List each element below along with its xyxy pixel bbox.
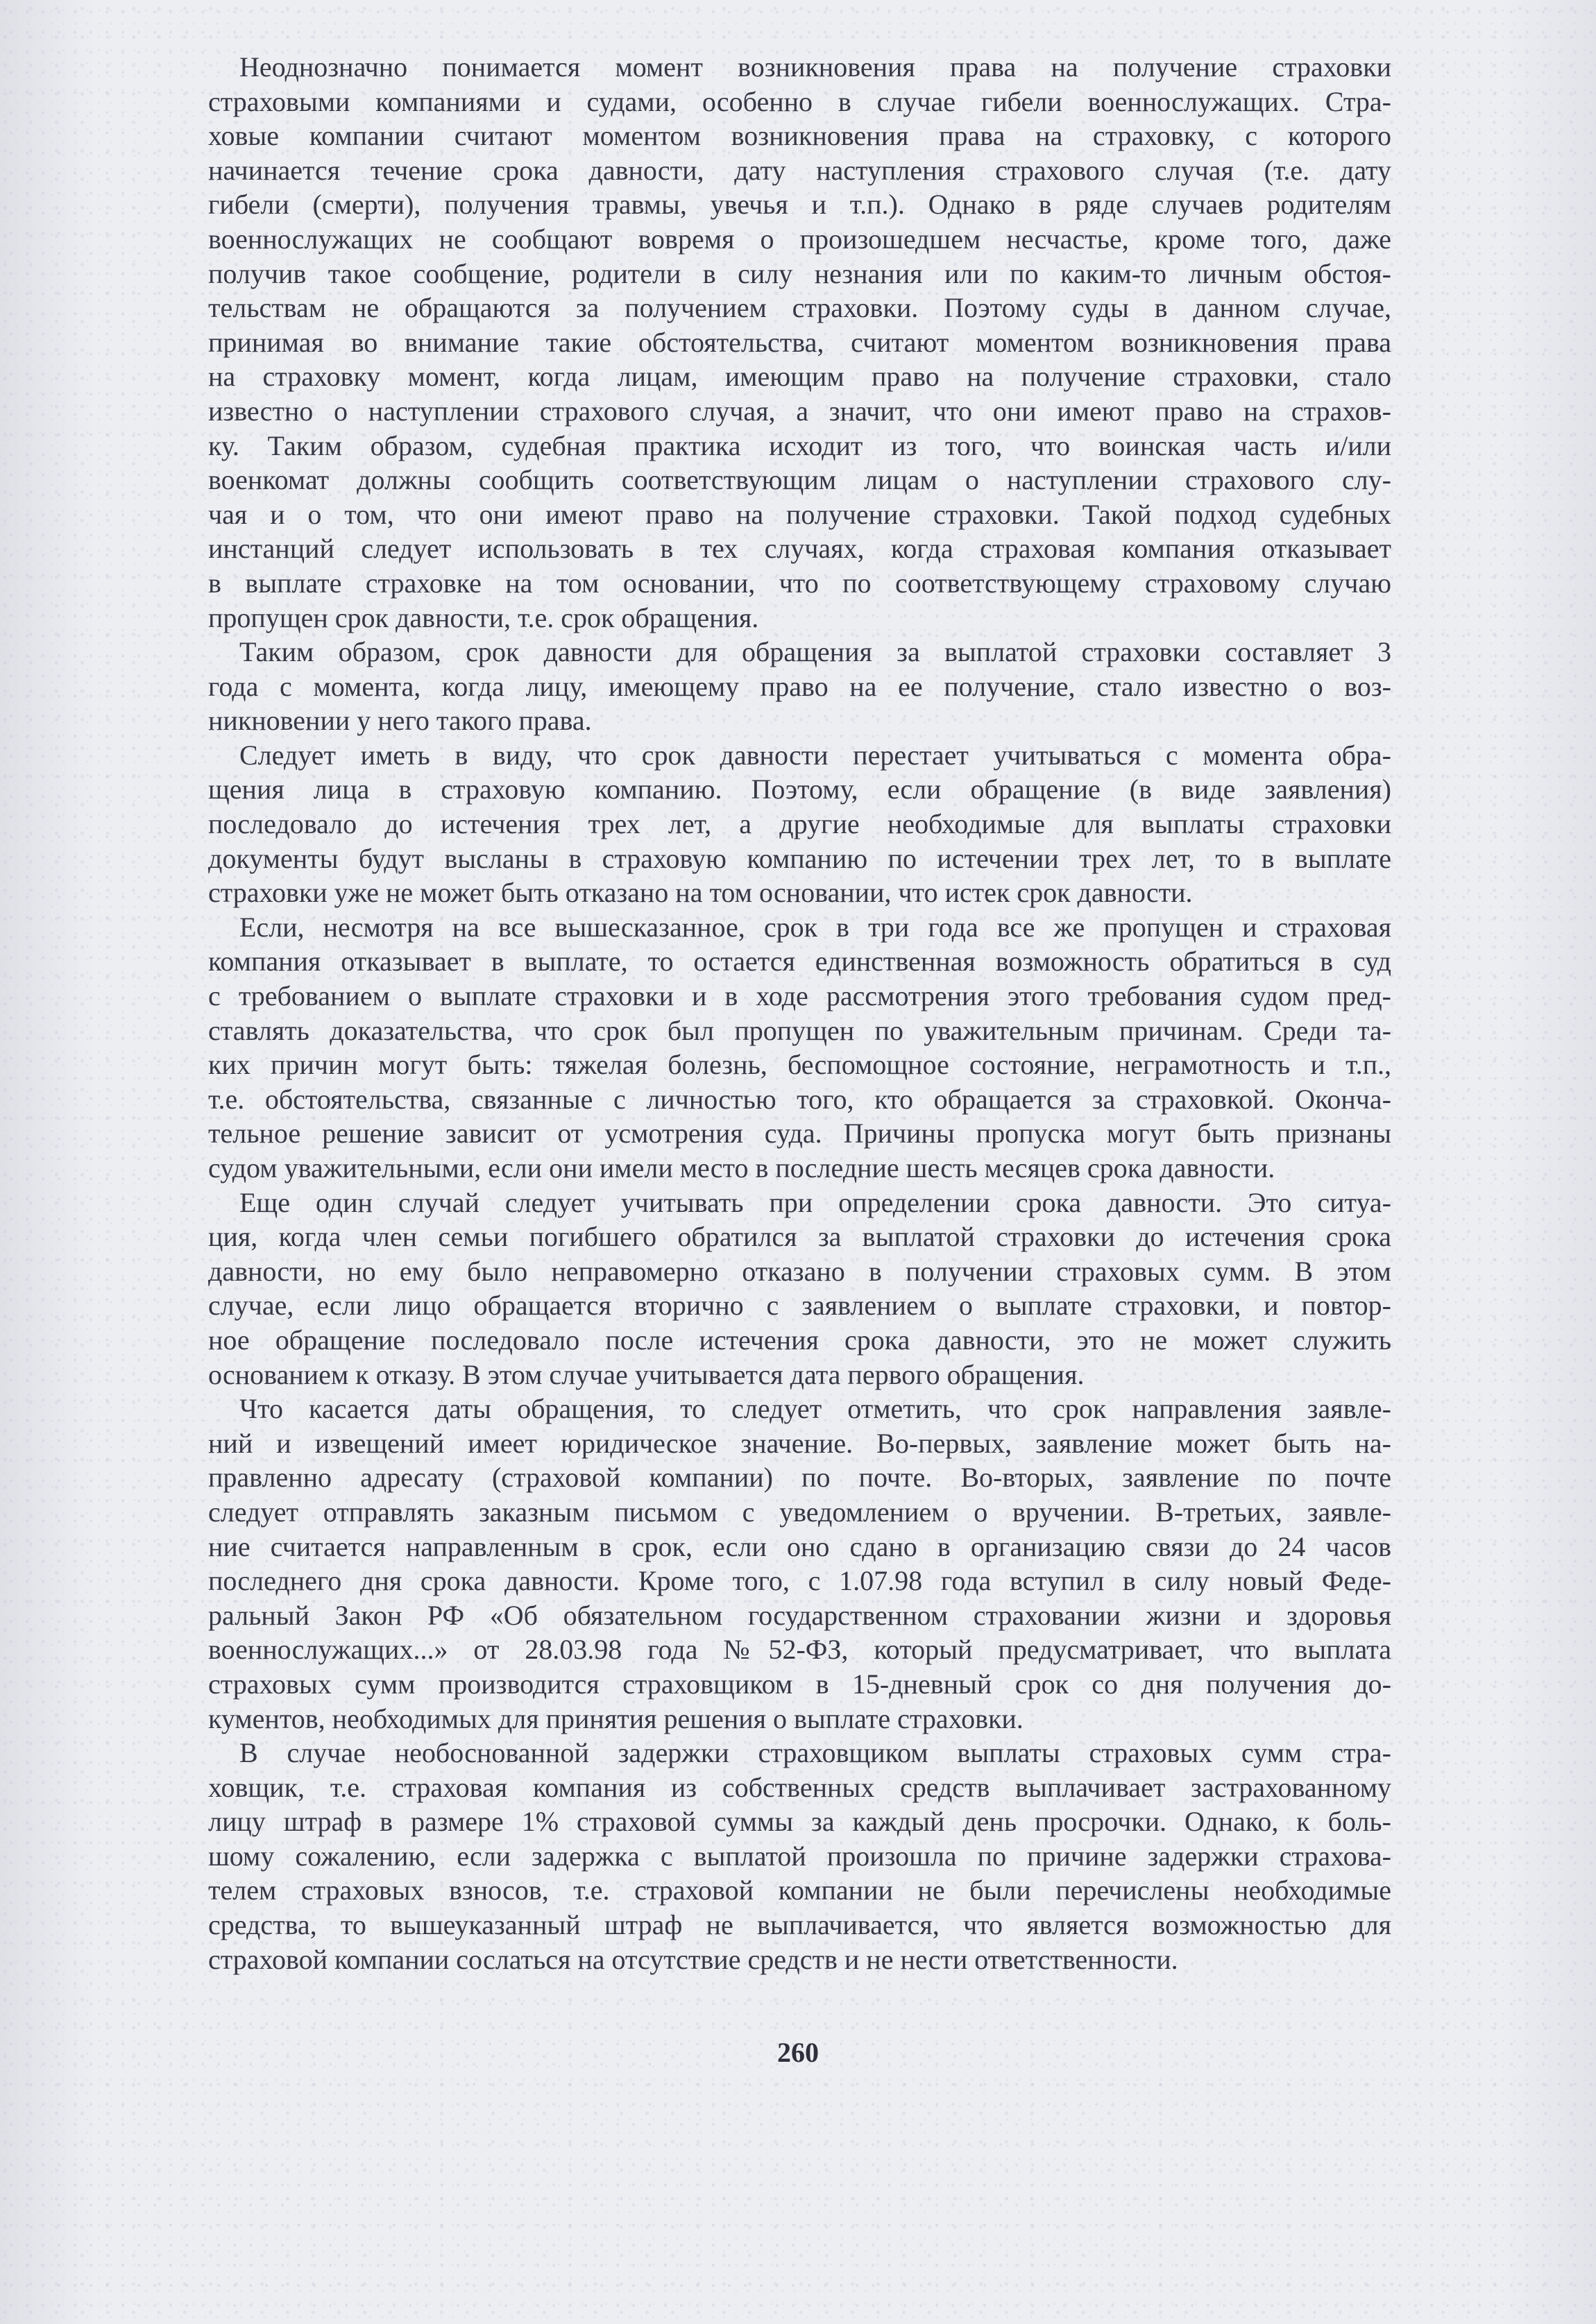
text-line: компания отказывает в выплате, то остается единственная возможность обратиться в суд bbox=[208, 946, 1391, 977]
text-line: страховых сумм производится страховщиком в 15-дневный срок со дня получения до- bbox=[208, 1668, 1391, 1700]
text-line: с требованием о выплате страховки и в ходе рассмотрения этого требования судом пред- bbox=[208, 980, 1391, 1012]
text-line: кументов, необходимых для принятия решения о выплате страховки. bbox=[208, 1702, 1024, 1734]
paragraph bbox=[208, 635, 1391, 738]
text-line: документы будут высланы в страховую компанию по истечении трех лет, то в выплате bbox=[208, 842, 1391, 874]
text-line: давности, но ему было неправомерно отказано в получении страховых сумм. В этом bbox=[208, 1255, 1391, 1287]
text-line: ральный Закон РФ «Об обязательном государственном страховании жизни и здоровья bbox=[208, 1599, 1391, 1631]
text-line: случае, если лицо обращается вторично с заявлением о выплате страховки, и повтор- bbox=[208, 1290, 1391, 1322]
text-line: щения лица в страховую компанию. Поэтому, если обращение (в виде заявления) bbox=[208, 774, 1391, 805]
paragraph bbox=[208, 1186, 1391, 1392]
text-line: тельное решение зависит от усмотрения суда. Причины пропуска могут быть признаны bbox=[208, 1118, 1391, 1150]
text-line: военнослужащих...» от 28.03.98 года №52-ФЗ, который предусматривает, что выплата bbox=[208, 1634, 1391, 1666]
paragraph bbox=[208, 910, 1391, 1186]
text-line: страховки уже не может быть отказано на том основании, что истек срок давности. bbox=[208, 877, 1193, 909]
text-line: правленно адресату (страховой компании) по почте. Во-вторых, заявление по почте bbox=[208, 1462, 1391, 1494]
text-line: ку. Таким образом, судебная практика исходит из того, что воинская часть и/или bbox=[208, 429, 1391, 461]
text-line: ние считается направленным в срок, если оно сдано в организацию связи до 24 часов bbox=[208, 1530, 1391, 1562]
text-line: последнего дня срока давности. Кроме того, с 1.07.98 года вступил в силу новый Феде- bbox=[208, 1565, 1391, 1597]
text-line: судом уважительными, если они имели место в последние шесть месяцев срока давности. bbox=[208, 1152, 1275, 1184]
text-line: ховые компании считают моментом возникновения права на страховку, с которого bbox=[208, 120, 1391, 152]
text-line: страховыми компаниями и судами, особенно в случае гибели военнослужащих. Стра- bbox=[208, 85, 1391, 117]
text-line: чая и о том, что они имеют право на получение страховки. Такой подход судебных bbox=[208, 498, 1391, 530]
text-line: следует отправлять заказным письмом с уведомлением о вручении. В-третьих, заявле- bbox=[208, 1496, 1391, 1528]
text-line: гибели (смерти), получения травмы, увечья и т.п.). Однако в ряде случаев родителям bbox=[208, 189, 1391, 221]
text-line: телем страховых взносов, т.е. страховой компании не были перечислены необходимые bbox=[208, 1874, 1391, 1906]
paragraph bbox=[208, 1736, 1391, 1976]
text-line: Что касается даты обращения, то следует отметить, что срок направления заявле- bbox=[239, 1393, 1391, 1425]
page-body-text bbox=[208, 50, 1391, 1976]
text-line: известно о наступлении страхового случая, а значит, что они имеют право на страхов- bbox=[208, 395, 1391, 427]
text-line: т.е. обстоятельства, связанные с личностью того, кто обращается за страховкой. Оконча- bbox=[208, 1083, 1391, 1115]
text-line: Следует иметь в виду, что срок давности перестает учитываться с момента обра- bbox=[239, 739, 1391, 771]
paragraph bbox=[208, 50, 1391, 635]
text-line: принимая во внимание такие обстоятельства, считают моментом возникновения права bbox=[208, 326, 1391, 358]
text-line: основанием к отказу. В этом случае учитывается дата первого обращения. bbox=[208, 1358, 1085, 1390]
text-line: никновении у него такого права. bbox=[208, 705, 592, 737]
text-line: в выплате страховке на том основании, что по соответствующему страховому случаю bbox=[208, 567, 1391, 599]
paragraph bbox=[208, 738, 1391, 910]
text-line: ховщик, т.е. страховая компания из собственных средств выплачивает застрахованному bbox=[208, 1771, 1391, 1803]
text-line: года с момента, когда лицу, имеющему право на ее получение, стало известно о воз- bbox=[208, 670, 1391, 702]
text-line: средства, то вышеуказанный штраф не выплачивается, что является возможностью для bbox=[208, 1909, 1391, 1941]
text-line: Таким образом, срок давности для обращения за выплатой страховки составляет 3 bbox=[239, 636, 1391, 668]
text-line: инстанций следует использовать в тех случаях, когда страховая компания отказывает bbox=[208, 533, 1391, 565]
text-line: тельствам не обращаются за получением страховки. Поэтому суды в данном случае, bbox=[208, 292, 1391, 324]
paragraph bbox=[208, 1392, 1391, 1736]
page-number: 260 bbox=[777, 2037, 819, 2068]
text-line: пропущен срок давности, т.е. срок обращения. bbox=[208, 601, 759, 633]
text-line: шому сожалению, если задержка с выплатой произошла по причине задержки страхова- bbox=[208, 1840, 1391, 1872]
text-line: В случае необоснованной задержки страховщиком выплаты страховых сумм стра- bbox=[239, 1737, 1391, 1769]
text-line: ких причин могут быть: тяжелая болезнь, беспомощное состояние, неграмотность и т.п., bbox=[208, 1049, 1391, 1081]
text-line: Еще один случай следует учитывать при определении срока давности. Это ситуа- bbox=[239, 1186, 1391, 1218]
text-line: ное обращение последовало после истечения срока давности, это не может служить bbox=[208, 1324, 1391, 1356]
text-line: последовало до истечения трех лет, а другие необходимые для выплаты страховки bbox=[208, 808, 1391, 840]
text-line: начинается течение срока давности, дату наступления страхового случая (т.е. дату bbox=[208, 154, 1391, 186]
text-line: Неоднозначно понимается момент возникновения права на получение страховки bbox=[239, 51, 1391, 83]
text-line: ция, когда член семьи погибшего обратился за выплатой страховки до истечения срока bbox=[208, 1221, 1391, 1253]
text-line: военнослужащих не сообщают вовремя о произошедшем несчастье, кроме того, даже bbox=[208, 223, 1391, 255]
text-line: военкомат должны сообщить соответствующим лицам о наступлении страхового слу- bbox=[208, 464, 1391, 496]
text-line: лицу штраф в размере 1% страховой суммы за каждый день просрочки. Однако, к боль- bbox=[208, 1806, 1391, 1838]
text-line: страховой компании сослаться на отсутствие средств и не нести ответственности. bbox=[208, 1943, 1178, 1975]
text-line: получив такое сообщение, родители в силу незнания или по каким-то личным обстоя- bbox=[208, 257, 1391, 289]
text-line: Если, несмотря на все вышесказанное, срок в три года все же пропущен и страховая bbox=[239, 911, 1391, 943]
text-line: на страховку момент, когда лицам, имеющим право на получение страховки, стало bbox=[208, 361, 1391, 393]
text-line: ний и извещений имеет юридическое значение. Во-первых, заявление может быть на- bbox=[208, 1427, 1391, 1459]
text-line: ставлять доказательства, что срок был пропущен по уважительным причинам. Среди та- bbox=[208, 1014, 1391, 1046]
